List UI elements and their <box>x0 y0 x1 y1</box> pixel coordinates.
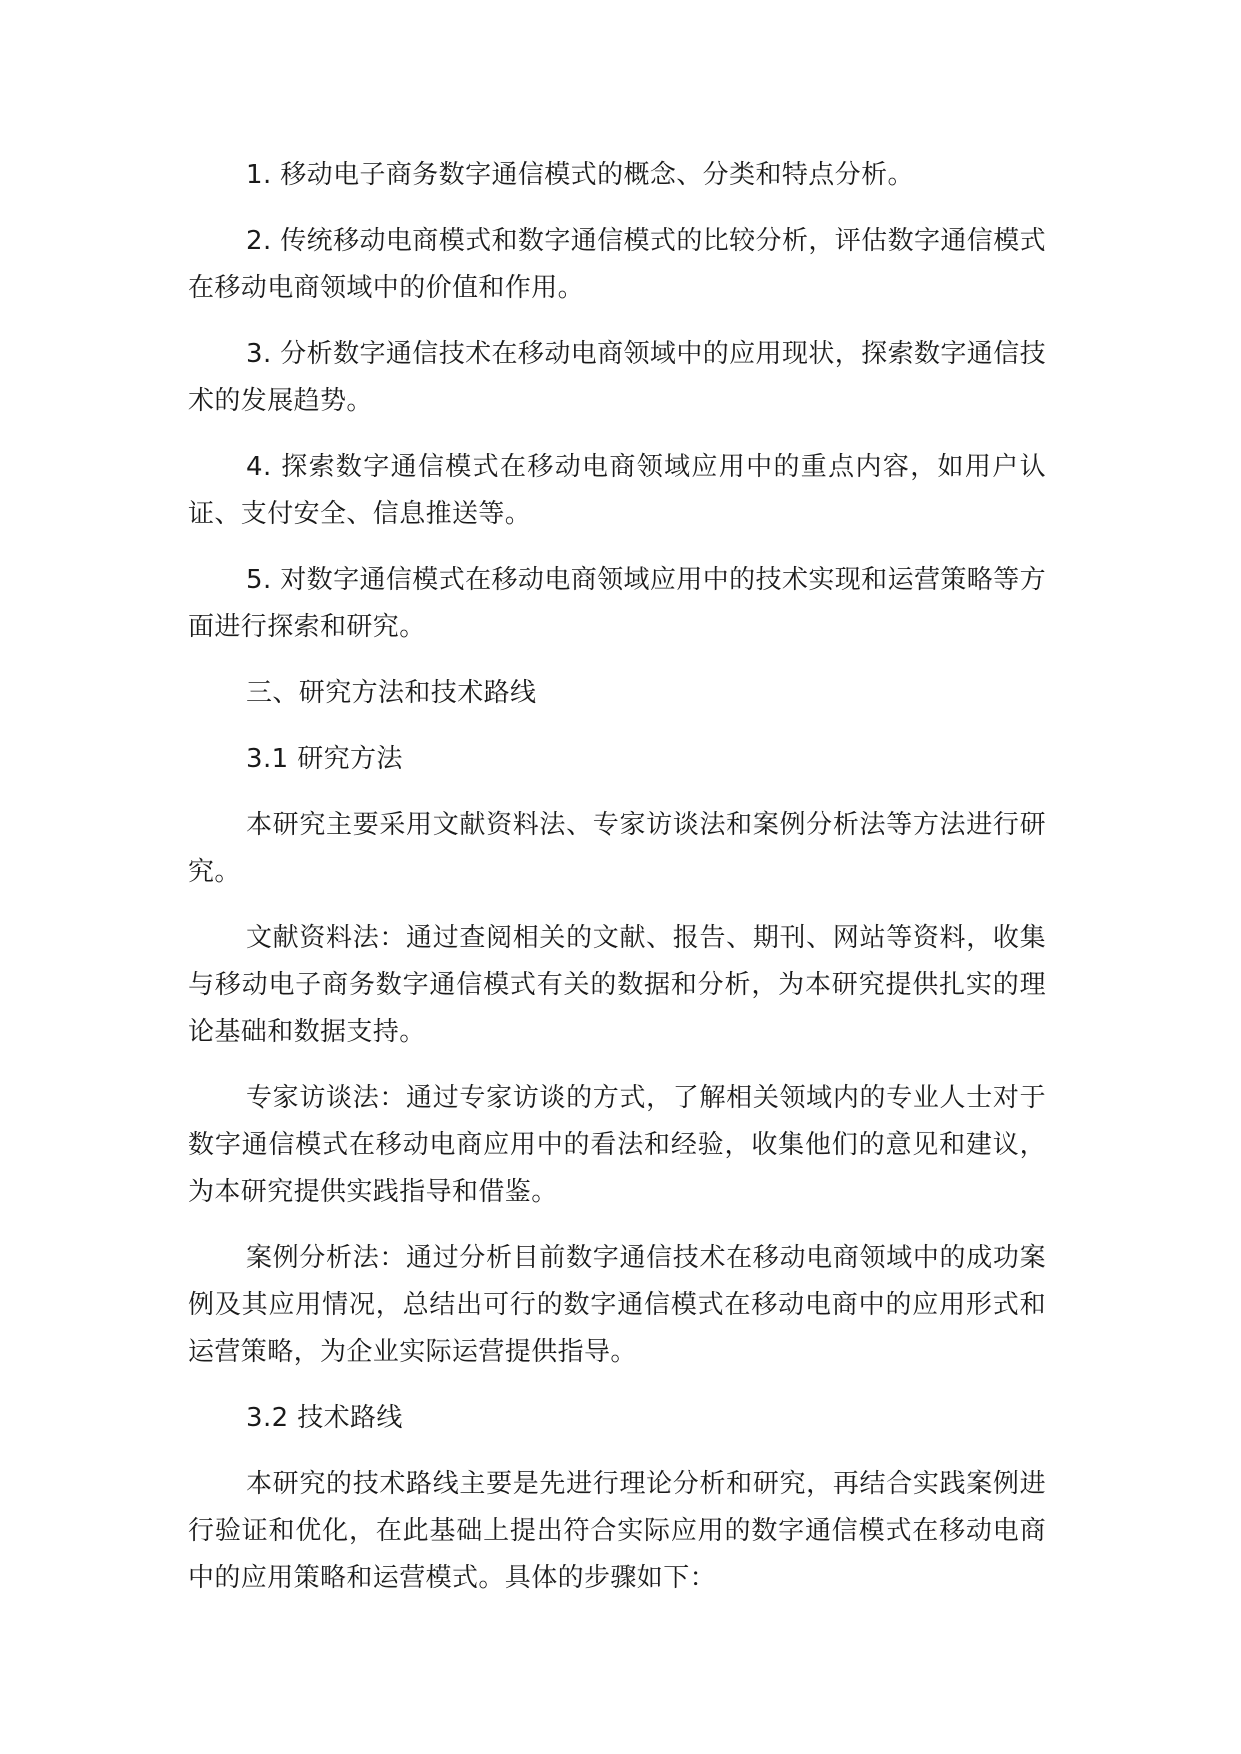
list-item-2: 2. 传统移动电商模式和数字通信模式的比较分析，评估数字通信模式在移动电商领域中的价值和作用。 <box>188 226 1046 303</box>
paragraph-methods-intro: 本研究主要采用文献资料法、专家访谈法和案例分析法等方法进行研究。 <box>188 810 1046 887</box>
subsection-heading-methods: 3.1 研究方法 <box>246 744 403 774</box>
paragraph-literature-method: 文献资料法：通过查阅相关的文献、报告、期刊、网站等资料，收集与移动电子商务数字通信模式有关的数据和分析，为本研究提供扎实的理论基础和数据支持。 <box>188 923 1046 1047</box>
paragraph-expert-interview-method: 专家访谈法：通过专家访谈的方式，了解相关领域内的专业人士对于数字通信模式在移动电商应用中的看法和经验，收集他们的意见和建议，为本研究提供实践指导和借鉴。 <box>188 1083 1046 1207</box>
paragraph-case-analysis-method: 案例分析法：通过分析目前数字通信技术在移动电商领域中的成功案例及其应用情况，总结出可行的数字通信模式在移动电商中的应用形式和运营策略，为企业实际运营提供指导。 <box>188 1243 1046 1367</box>
section-heading: 三、研究方法和技术路线 <box>246 678 537 708</box>
list-item-4: 4. 探索数字通信模式在移动电商领域应用中的重点内容，如用户认证、支付安全、信息推送等。 <box>188 452 1046 529</box>
list-item-3: 3. 分析数字通信技术在移动电商领域中的应用现状，探索数字通信技术的发展趋势。 <box>188 339 1046 416</box>
document-body <box>188 152 1046 1621</box>
paragraph-technical-route: 本研究的技术路线主要是先进行理论分析和研究，再结合实践案例进行验证和优化，在此基础上提出符合实际应用的数字通信模式在移动电商中的应用策略和运营模式。具体的步骤如下： <box>188 1469 1046 1593</box>
list-item-1: 1. 移动电子商务数字通信模式的概念、分类和特点分析。 <box>246 160 914 190</box>
subsection-heading-technical-route: 3.2 技术路线 <box>246 1403 403 1433</box>
list-item-5: 5. 对数字通信模式在移动电商领域应用中的技术实现和运营策略等方面进行探索和研究。 <box>188 565 1046 642</box>
